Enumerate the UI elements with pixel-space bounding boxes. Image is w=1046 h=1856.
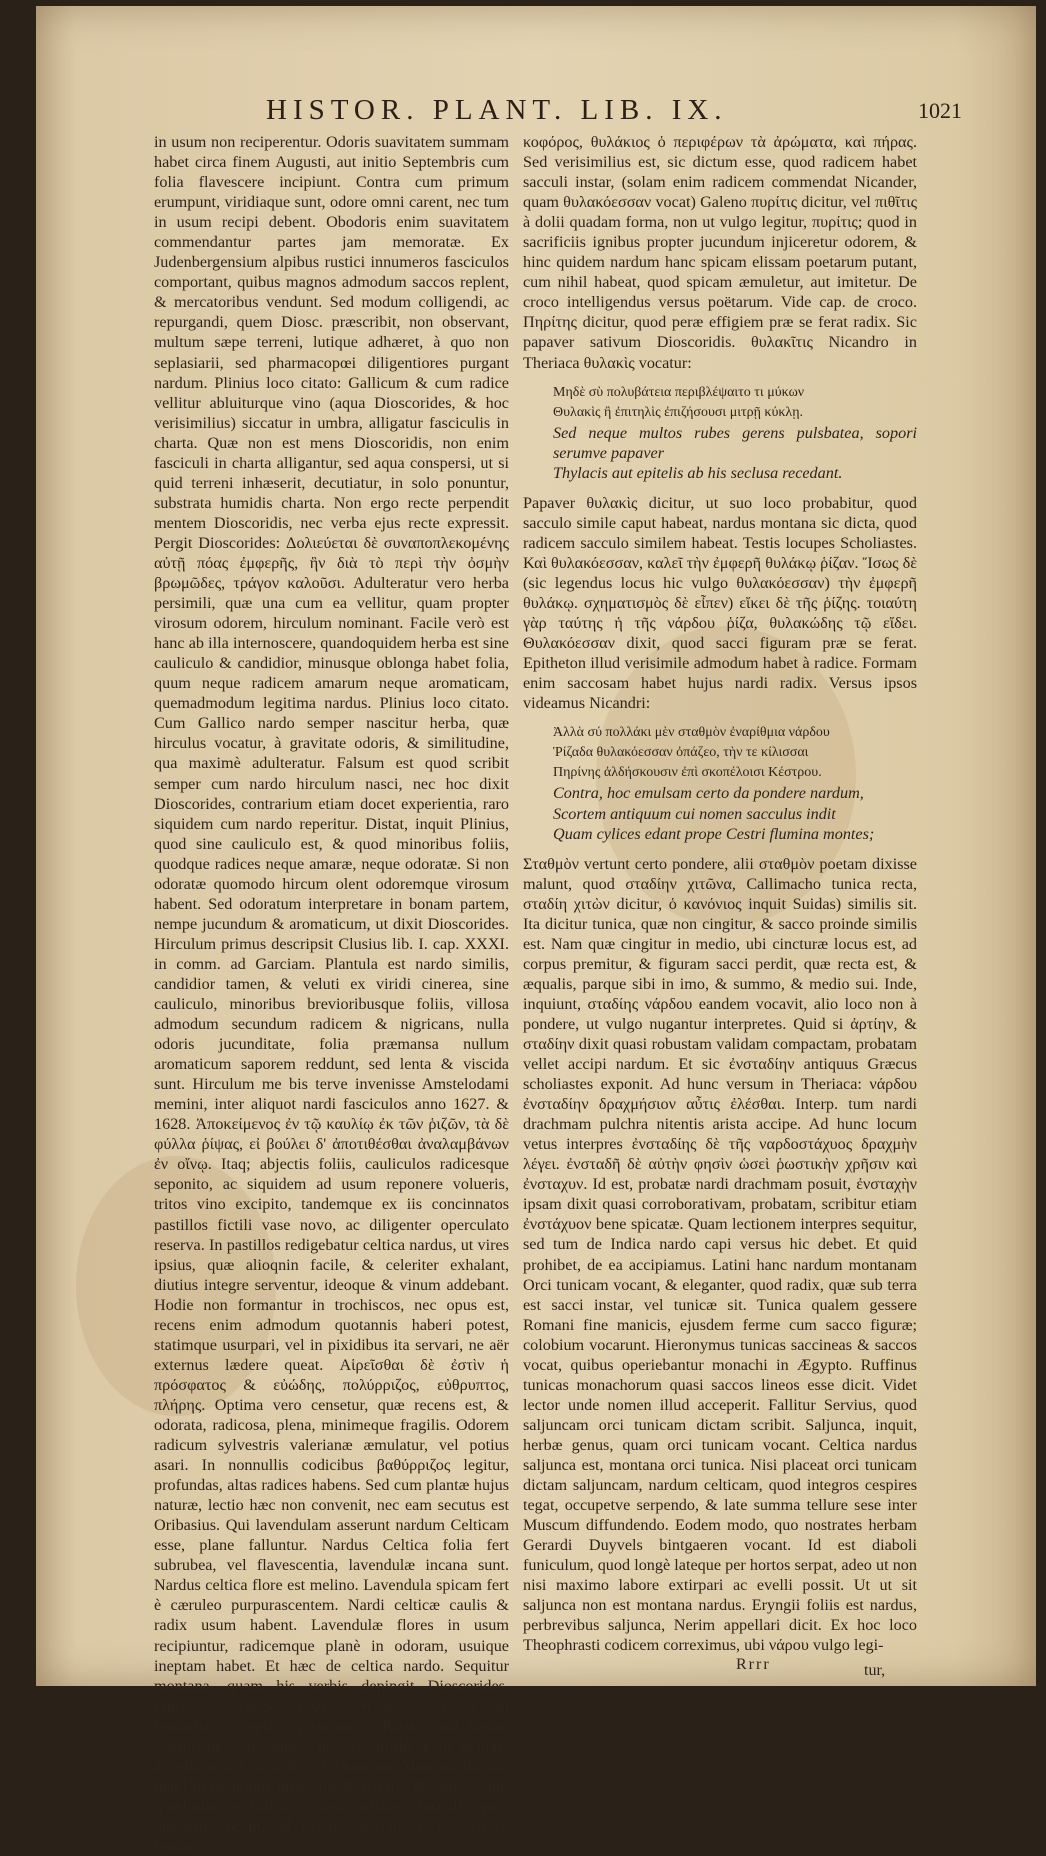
verse-block (553, 723, 917, 843)
right-column-paragraph: κοφόρος, θυλάκιος ὁ περιφέρων τὰ ἀρώματα, καὶ πήρας. Sed verisimilius est, sic dictum esse, quod radicem habet sacculi instar, (solam enim radicem commendat Nicander, quam θυλακόεσσαν vocat) Galeno πυρίτις dicitur, vel πιθῖτις à dolii quadam forma, non ut vulgo legitur, πυρίτις; quod in sacrificiis ignibus propter jucundum injiceretur odorem, & hinc quidem nardum hanc spicam elissam poetarum putant, cum nihil habeat, quod spicam æmuletur, aut imitetur. De croco intelligendus versus poëtarum. Vide cap. de croco. Πηρίτης dicitur, quod peræ effigiem præ se ferat radix. Sic papaver sativum Dioscoridis. θυλακῖτις Nicandro in Theriaca θυλακὶς vocatur: (523, 133, 917, 372)
verse-greek-line: Μηδὲ σὺ πολυβάτεια περιβλέψαιτο τι μύκων (553, 384, 805, 400)
verse-latin-line: Thylacis aut epitelis ab his seclusa recedant. (553, 463, 843, 482)
right-column (523, 132, 917, 1655)
running-head: HISTOR. PLANT. LIB. IX. (266, 94, 728, 126)
signature-mark: Rrrr (736, 1656, 771, 1673)
left-column-text: in usum non reciperentur. Odoris suavitatem summam habet circa finem Augusti, aut initio Septembris cum folia flavescere incipiunt. Contra cum primum erumpunt, viridiaque sunt, odore omni carent, nec tum in usum recipi debent. Obodoris enim suavitatem commendantur partes jam memoratæ. Ex Judenbergensium alpibus rustici innumeros fasciculos comportant, quibus magnos admodum saccos replent, & mercatoribus vendunt. Sed modum colligendi, ac repurgandi, quem Diosc. præscribit, non observant, multum sæpe terreni, lutique adhæret, à quo non seplasiarii, sed pharmacopœi diligentiores purgant nardum. Plinius loco citato: Gallicum & cum radice vellitur abluiturque vino (aqua Dioscorides, & hoc verisimilius) siccatur in umbra, alligatur fasciculis in charta. Quæ non est mens Dioscoridis, non enim fasciculi in charta alligantur, sed aqua conspersi, ut si quid terreni inhæserit, decutiatur, in solo ponuntur, substrata humidis charta. Non ergo recte perpendit mentem Dioscoridis, nec verba ejus recte expressit. Pergit Dioscorides: Δολιεύεται δὲ συναποπλεκομένης αὐτῇ πόας ἐμφερῆς, ἣν διὰ τὸ περὶ τὴν ὀσμὴν βρωμῶδες, τράγον καλοῦσι. Adulteratur vero herba persimili, quæ una cum ea vellitur, quam propter virosum odorem, hirculum nominant. Facile verò est hanc ab illa internoscere, quandoquidem herba est sine cauliculo & candidior, minusque oblonga habet folia, quum neque radicem amarum neque aromaticam, quemadmodum legitima nardus. Plinius loco citato. Cum Gallico nardo semper nascitur herba, quæ hirculus vocatur, à gravitate odoris, & similitudine, qua maximè adulteratur. Falsum est quod scribit semper cum nardo hirculum nasci, nec hoc dixit Dioscorides, contrarium etiam docet experientia, raro siquidem cum nardo reperitur. Distat, inquit Plinius, quod sine cauliculo est, & quod minoribus foliis, quodque radices neque amaræ, neque odoratæ. Si non odoratæ quomodo hircum olent odoremque virosum habent. Sed odoratum interpretare in bonam partem, nempe jucundum & aromaticum, ut dixit Dioscorides. Hirculum primus descripsit Clusius lib. I. cap. XXXI. in comm. ad Garciam. Plantula est nardo similis, candidior tamen, & veluti ex viridi cinerea, sine cauliculo, minoribus brevioribusque foliis, villosa admodum secundum radicem & nigricans, nulla odoris jucunditate, folia præmansa nullum aromaticum saporem reddunt, sed lenta & viscida sunt. Hirculum me bis terve invenisse Amstelodami memini, inter aliquot nardi fasciculos anno 1627. & 1628. Ἀποκείμενος ἐν τῷ καυλίῳ ἐκ τῶν ῥιζῶν, τὰ δὲ φύλλα ῥίψας, εἰ βούλει δ' ἀποτιθέσθαι ἀναλαμβάνων ἐν οἴνῳ. Itaq; abjectis foliis, cauliculos radicesque seponito, ac siquidem ad usum reponere volueris, tritos vino excipito, tandemque ex iis concinnatos pastillos fictili vase novo, ac diligenter operculato reserva. In pastillos redigebatur celtica nardus, ut vires ipsius, quæ alioqnin facile, & celeriter exhalant, diutius integre serventur, ideoque & vinum addebant. Hodie non formantur in trochiscos, nec opus est, recens enim admodum quotannis haberi potest, statimque usurpari, vel in pixidibus ita servari, ne aër externus lædere queat. Αἱρεῖσθαι δὲ ἐστὶν ἡ πρόσφατος & εὐώδης, πολύρριζος, εὐθρυπτος, πλήρης. Optima vero censetur, quæ recens est, & odorata, radicosa, plena, minimeque fragilis. Odorem radicum sylvestris valerianæ æmulatur, vel potius asari. In nonnullis codicibus βαθύρριζος legitur, profundas, altas radices habens. Sed cum plantæ hujus naturæ, lectio hæc non convenit, nec eam secutus est Oribasius. Qui lavendulam asserunt nardum Celticam esse, plane falluntur. Nardus Celtica folia fert subrubea, vel flavescentia, lavendulæ incana sunt. Nardus celtica flore est melino. Lavendula spicam fert è cæruleo purpurascentem. Nardi celticæ caulis & radix usum habent. Lavendulæ flores in usum recipiuntur, radicemque planè in odoram, usuique ineptam habet. Et hæc de celtica nardo. Sequitur montana, quam his verbis depingit Dioscorides. Ὀρεινὴ δὲ νάρδος, καλουμένη δὲ ὑπὸ τινῶν καὶ θυλακῖτις ἢ πυρίτις, γεννᾶται ἐν Κιλικίᾳ καὶ Συρίᾳ. Nardus montana, quæ à quibusdam thylacitis & neris appellatur in Cilicia & Syria nascitur. Montana dicitur, quod in montibus proveniat θυλακῖτιν dictam volunt, quod olim ex Cilicia Syriave coriaceis sacculis, quos θυλάκια vocant, ad exteros portaretur. Hesychius: θυλακ- (154, 133, 509, 1855)
right-column-paragraph: Σταθμὸν vertunt certo pondere, alii σταθμὸν poetam dixisse malunt, quod σταδίην χιτῶνα, Callimacho tunica recta, σταδίη χιτὼν dicitur, ὁ κανόνιος inquit Suidas) similis sit. Ita dicitur tunica, quæ non cingitur, & sacco proinde similis est. Nam quæ cingitur in medio, ubi cincturæ locus est, ad corpus premitur, & figuram sacci perdit, quæ recta est, & æqualis, parque sibi in imo, & summo, & medio sui. Inde, inquiunt, σταδίης νάρδου eandem vocavit, alio loco non à pondere, ut vulgo nugantur interpretes. Quid si ἀρτίην, & σταδίην dixit quasi robustam validam compactam, probatam vellet accipi nardum. Et sic ἐνσταδίην antiquus Græcus scholiastes exponit. Ad hunc versum in Theriaca: νάρδου ἐνσταδίην δραχμήσιον αὖτις ἐλέσθαι. Interp. tum nardi drachmam pulchra nitentis arista accipe. Ad hunc locum vetus interpres ἐνσταδίης δὲ τῆς ναρδοστάχυος δραχμὴν λέγει. ἐνσταδῆ δὲ αὐτὴν φησὶν ὡσεὶ ῥωστικὴν χρῆσιν καὶ ἐνσταχυν. Id est, probatæ nardi drachmam posuit, ἐνσταχὴν ipsam dixit quasi corroborativam, probatam, scribitur etiam ἐνστάχυον bene spicatæ. Quam lectionem interpres sequitur, sed tum de Indica nardo capi versus hic debet. Et quid prohibet, de ea accipiamus. Latini hanc nardum montanam Orci tunicam vocant, & eleganter, quod radix, quæ sub terra est sacci instar, vel tunicæ sit. Tunica qualem gessere Romani fine manicis, ejusdem ferme cum sacco figuræ; colobium vocarunt. Hieronymus tunicas saccineas & saccos vocat, quibus operiebantur monachi in Ægypto. Ruffinus tunicas monachorum quasi saccos lineos esse dicit. Videt lector unde nomen illud acceperit. Fallitur Servius, quod saljuncam orci tunicam dictam scribit. Saljunca, inquit, herbæ genus, quam orci tunicam vocant. Celtica nardus saljunca est, montana orci tunica. Nisi placeat orci tunicam dictam saljuncam, nardum celticam, quod integros cespires tegat, occupetve serpendo, & late summa tellure sese inter Muscum diffundendo. Eodem modo, quo nostrates herbam Gerardi Duyvels bintgaeren vocant. Id est diaboli funiculum, quod longè lateque per hortos serpat, adeo ut non nisi maximo labore extirpari ac evelli possit. Ut ut sit saljunca non est montana nardus. Eryngii foliis est nardus, perbrevibus saljunca, Nerim appellari dicit. Ex hoc loco Theophrasti codicem correximus, ubi νάρου vulgo legi- (523, 854, 917, 1655)
verse-greek-line: Ἀλλὰ σύ πολλάκι μὲν σταθμὸν ἐναρίθμια νάρδου (553, 725, 830, 741)
catchword: tur, (864, 1662, 886, 1679)
book-page (36, 6, 1036, 1855)
verse-latin-line: Sed neque multos rubes gerens pulsbatea, sopori serumve papaver (553, 423, 917, 462)
verse-greek-line: Πηρίνης ἀλδήσκουσιν ἐπὶ σκοπέλοισι Κέστρου. (553, 765, 822, 781)
right-column-paragraph: Papaver θυλακὶς dicitur, ut suo loco probabitur, quod sacculo simile caput habeat, nardus montana sic dicta, quod radicem sacculo similem habeat. Testis locupes Scholiastes. Καὶ θυλακόεσσαν, καλεῖ τὴν ἐμφερῆ θυλάκῳ ῥίζαν. Ἴσως δὲ (sic legendus locus hic vulgo θυλακόεσσαν) τὴν ἐμφερῆ θυλάκῳ. σχηματισμὸς δὲ εἶπεν) εἴκει δὲ τῆς ῥίζης. τοιαύτη γὰρ ταύτης ἡ τῆς νάρδου ῥίζα, θυλακώδης τῷ εἴδει. Θυλακόεσσαν dixit, quod sacci figuram præ se ferat. Epitheton illud verisimile admodum habet à radice. Formam enim saccosam habet hujus nardi radix. Versus ipsos videamus Nicandri: (523, 493, 917, 713)
verse-latin-line: Quam cylices edant prope Cestri flumina montes; (553, 824, 875, 843)
verse-latin-line: Scortem antiquum cui nomen sacculus indit (553, 804, 836, 823)
page-header (36, 94, 1036, 128)
verse-greek-line: Θυλακὶς ἢ ἐπιτηλὶς ἐπιζήσουσι μιτρῇ κύκλῃ. (553, 404, 804, 420)
verse-latin-line: Contra, hoc emulsam certo da pondere nardum, (553, 784, 864, 803)
left-column (154, 132, 509, 1855)
verse-block (553, 383, 917, 483)
page-number: 1021 (918, 98, 962, 123)
verse-greek-line: Ῥίζαδα θυλακόεσσαν ὀπάζεο, τὴν τε κίλισσαι (553, 745, 809, 761)
